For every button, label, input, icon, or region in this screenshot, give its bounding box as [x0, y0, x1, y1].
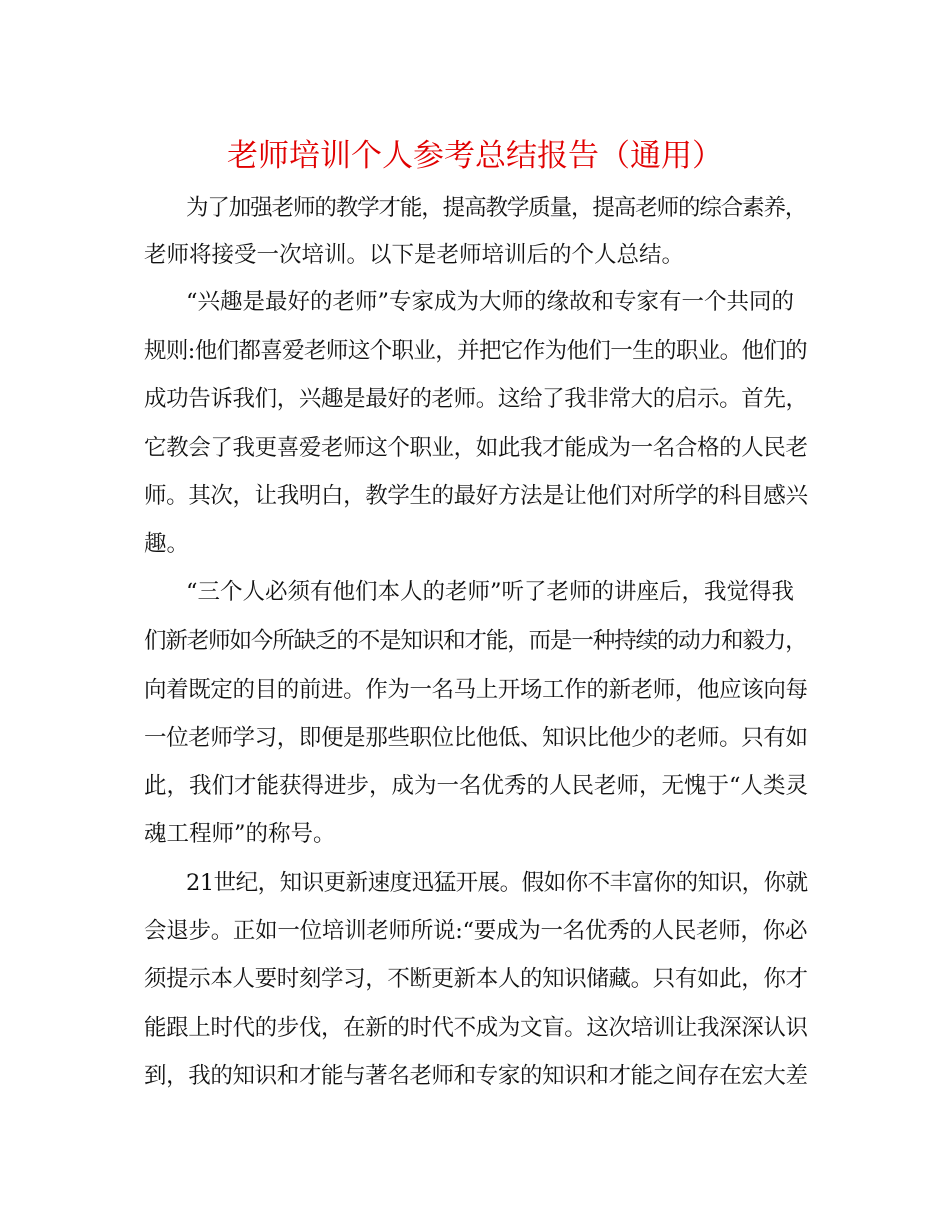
paragraph-4-line-5: 到，我的知识和才能与著名老师和专家的知识和才能之间存在宏大差	[144, 1063, 808, 1089]
paragraph-1-line-2: 老师将接受一次培训。以下是老师培训后的个人总结。	[144, 242, 685, 268]
paragraph-4-line-2: 会退步。正如一位培训老师所说:“要成为一名优秀的人民老师，你必	[144, 918, 808, 944]
document-title: 老师培训个人参考总结报告（通用）	[227, 138, 723, 174]
paragraph-4-line-4: 能跟上时代的步伐，在新的时代不成为文盲。这次培训让我深深认识	[144, 1015, 808, 1041]
paragraph-2-line-5: 师。其次，让我明白，教学生的最好方法是让他们对所学的科目感兴	[144, 483, 808, 509]
paragraph-3-line-2: 们新老师如今所缺乏的不是知识和才能，而是一种持续的动力和毅力，	[144, 628, 807, 654]
paragraph-3-line-3: 向着既定的目的前进。作为一名马上开场工作的新老师，他应该向每	[144, 677, 808, 703]
paragraph-2-line-3: 成功告诉我们，兴趣是最好的老师。这给了我非常大的启示。首先，	[144, 386, 808, 412]
paragraph-4-line-1: 21世纪，知识更新速度迅猛开展。假如你不丰富你的知识，你就	[186, 870, 808, 896]
paragraph-1-line-1: 为了加强老师的教学才能，提高教学质量，提高老师的综合素养，	[186, 195, 807, 221]
paragraph-2-line-1: “兴趣是最好的老师”专家成为大师的缘故和专家有一个共同的	[186, 289, 795, 315]
paragraph-2-line-4: 它教会了我更喜爱老师这个职业，如此我才能成为一名合格的人民老	[144, 435, 808, 461]
paragraph-2-line-6: 趣。	[144, 531, 190, 557]
paragraph-2-line-2: 规则:他们都喜爱老师这个职业，并把它作为他们一生的职业。他们的	[144, 338, 808, 364]
paragraph-3-line-6: 魂工程师”的称号。	[144, 821, 336, 847]
paragraph-3-line-1: “三个人必须有他们本人的老师”听了老师的讲座后，我觉得我	[186, 579, 795, 605]
paragraph-3-line-4: 一位老师学习，即便是那些职位比他低、知识比他少的老师。只有如	[144, 725, 808, 751]
paragraph-4-line-3: 须提示本人要时刻学习，不断更新本人的知识储藏。只有如此，你才	[144, 966, 808, 992]
paragraph-3-line-5: 此，我们才能获得进步，成为一名优秀的人民老师，无愧于“人类灵	[144, 773, 809, 799]
